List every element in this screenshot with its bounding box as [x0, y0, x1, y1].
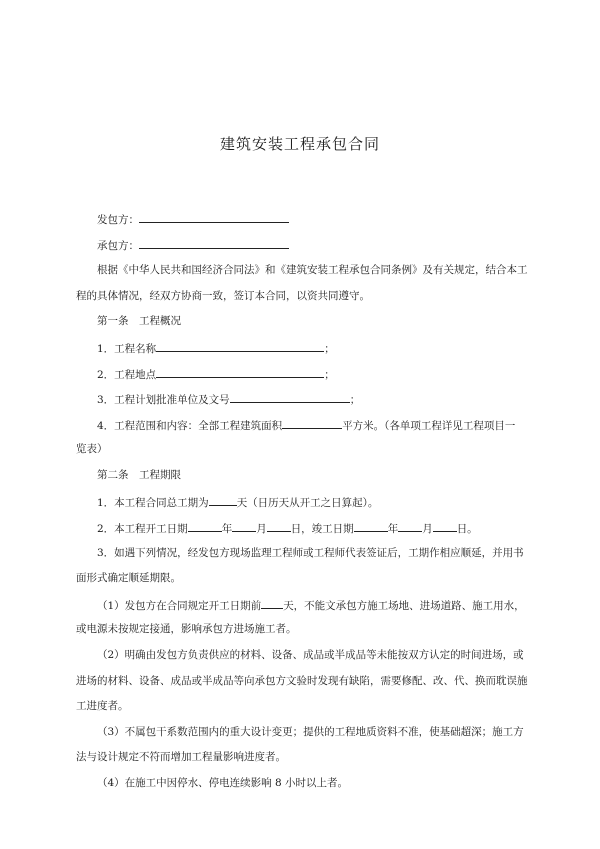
approval-label: 3．工程计划批准单位及文号: [97, 394, 230, 406]
project-location-label: 2．工程地点: [97, 369, 157, 381]
day-label-2: 日。: [456, 523, 478, 535]
article1-item2: [97, 366, 335, 382]
contractor-name-field[interactable]: [139, 237, 289, 249]
sub2-line2: 进场的材料、设备、成品或半成品等向承包方文验时发现有缺陷，需要修配、改、代、换而耽误施: [76, 675, 528, 687]
item4-text-a: 4．工程范围和内容：全部工程建筑面积: [97, 420, 283, 432]
sub3-line1: （3）不属包干系数范围内的重大设计变更；提供的工程地质资料不准，使基础超深；施工方: [97, 726, 524, 738]
article2-item2: [97, 520, 478, 536]
start-day-field[interactable]: [267, 520, 291, 532]
contract-title: 建筑安装工程承包合同: [219, 135, 380, 153]
month-label-1: 月: [256, 523, 267, 535]
total-days-field[interactable]: [209, 494, 237, 506]
intro-line-2: 程的具体情况，经双方协商一致，签订本合同，以资共同遵守。: [76, 290, 370, 302]
sub2-line3: 工进度者。: [76, 700, 129, 712]
sub1-text-a: （1）发包方在合同规定开工日期前: [97, 600, 262, 612]
total-period-text-a: 1．本工程合同总工期为: [97, 497, 209, 509]
employer-line: [97, 211, 289, 227]
article1-item3: [97, 391, 360, 407]
article1-item4-cont: 览表）: [76, 443, 108, 455]
sub4-line1: （4）在施工中因停水、停电连续影响 8 小时以上者。: [97, 777, 349, 789]
article1-heading: 第一条 工程概况: [97, 315, 181, 327]
month-label-2: 月: [422, 523, 433, 535]
article2-heading: 第二条 工程期限: [97, 469, 181, 481]
intro-line-1: 根据《中华人民共和国经济合同法》和《建筑安装工程承包合同条例》及有关规定，结合本工: [97, 264, 528, 276]
article2-item1: [97, 494, 378, 510]
contractor-label: 承包方：: [97, 240, 139, 252]
sub1-days-field[interactable]: [261, 597, 283, 609]
project-location-field[interactable]: [156, 366, 324, 378]
building-area-field[interactable]: [282, 417, 342, 429]
article1-item4: [97, 417, 515, 433]
article2-item3-line1: 3．如遇下列情况，经发包方现场监理工程师或工程师代表签证后，工期作相应顺延，并用书: [97, 547, 524, 559]
year-label-1: 年: [221, 523, 233, 535]
start-month-field[interactable]: [232, 520, 256, 532]
article2-item3-line2: 面形式确定顺延期限。: [76, 572, 181, 584]
employer-name-field[interactable]: [139, 211, 289, 223]
sub3-line2: 法与设计规定不符而增加工程量影响进度者。: [76, 751, 286, 763]
finish-date-label: 日，竣工日期: [290, 523, 354, 535]
finish-month-field[interactable]: [398, 520, 422, 532]
sub1-line2: 或电源未按规定接通，影响承包方进场施工者。: [76, 623, 297, 635]
start-year-field[interactable]: [188, 520, 222, 532]
item3-end: ；: [349, 394, 361, 406]
item4-text-b: 平方米。（各单项工程详见工程项目一: [342, 420, 516, 432]
sub2-line1: （2）明确由发包方负责供应的材料、设备、成品或半成品等未能按双方认定的时间进场，或: [97, 649, 524, 661]
year-label-2: 年: [387, 523, 399, 535]
sub1-text-b: 天，不能文承包方施工场地、进场道路、施工用水，: [283, 600, 525, 612]
project-name-label: 1．工程名称: [97, 343, 157, 355]
sub1-line1: [97, 597, 525, 613]
item1-end: ；: [324, 343, 335, 355]
item2-end: ；: [324, 369, 335, 381]
finish-day-field[interactable]: [433, 520, 457, 532]
contractor-line: [97, 237, 289, 253]
start-date-label: 2．本工程开工日期: [97, 523, 188, 535]
finish-year-field[interactable]: [354, 520, 388, 532]
article1-item1: [97, 340, 335, 356]
total-period-text-b: 天（日历天从开工之日算起）。: [236, 497, 379, 509]
project-name-field[interactable]: [156, 340, 324, 352]
employer-label: 发包方：: [97, 214, 139, 226]
approval-field[interactable]: [230, 391, 350, 403]
